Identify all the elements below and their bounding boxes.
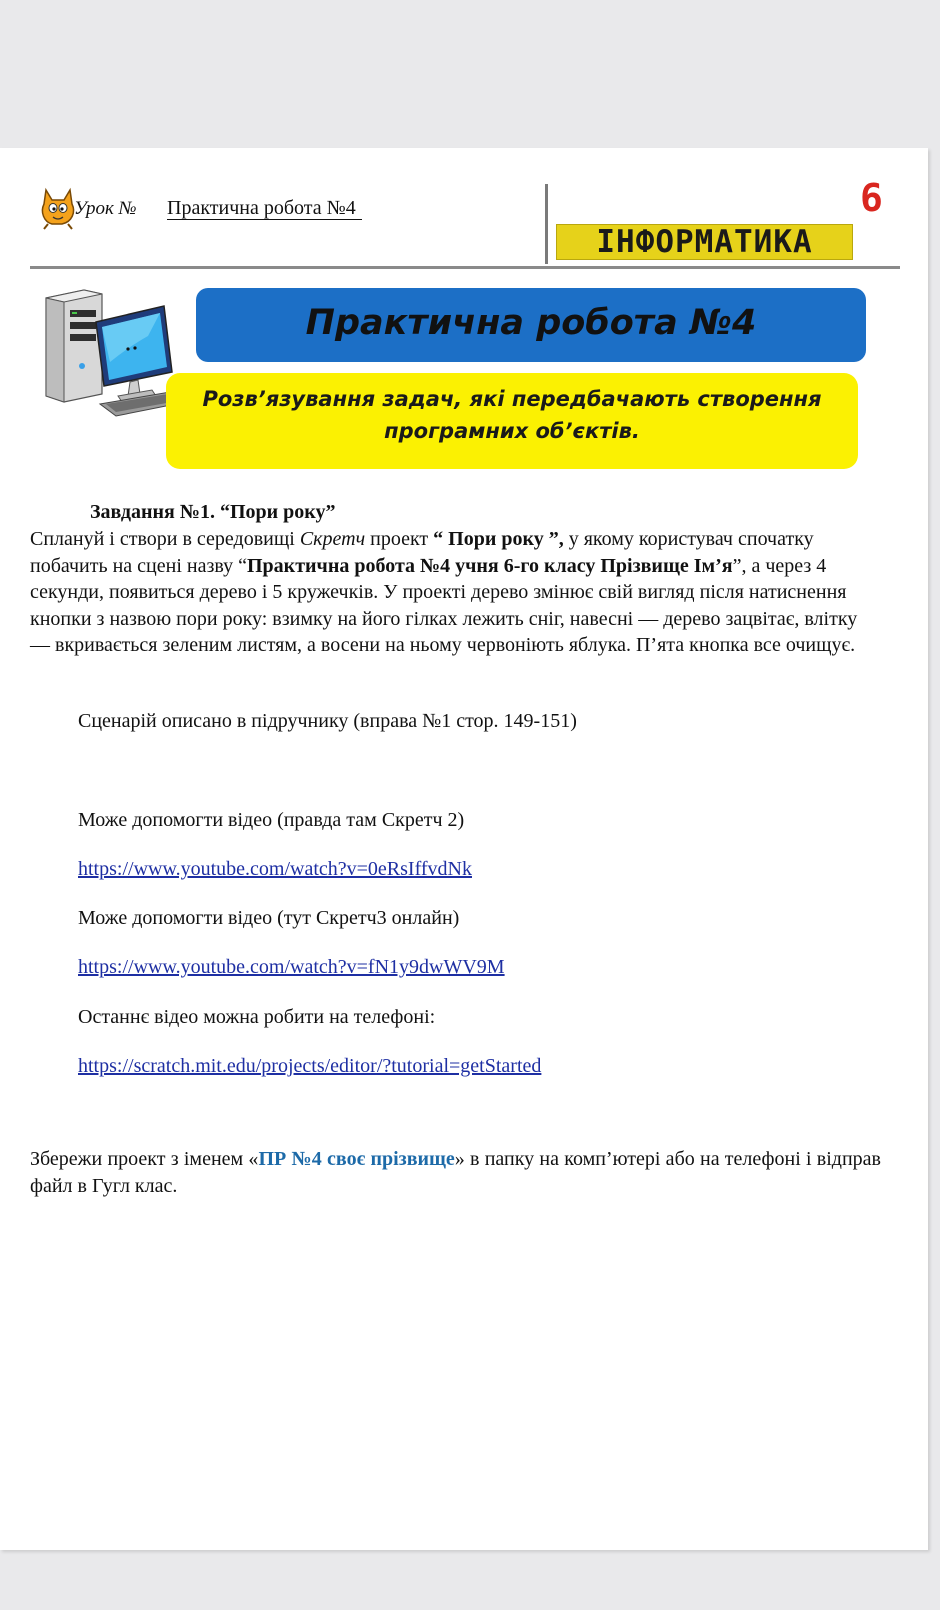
task-text-scratch: Скретч [299, 528, 366, 550]
subject-logo-text: ІНФОРМАТИКА [596, 224, 813, 260]
video-caption-3: Останнє відео можна робити на телефоні: [78, 1006, 436, 1028]
task-text-4: ”, а через 4 секунди, появиться дерево і 5 кружечків. У проекті дерево змінює свій вигляд після натиснення кнопки з назвою пори року: взимку на його гілках лежить сніг, навесні — дерево зацвітає, влітку — вкривається зеленим листям, а восени на ньому червоніють яблука. П’ята кнопка все очищує. [30, 554, 858, 656]
task-text-1: Сплануй і створи в середовищі [30, 528, 300, 550]
title-banner [196, 288, 866, 362]
header-divider-vertical [545, 184, 548, 264]
task-text-3: у якому користувач спочатку побачить на сцені назву “ [30, 528, 814, 577]
video-link-3[interactable]: https://scratch.mit.edu/projects/editor/?tutorial=getStarted [78, 1055, 542, 1077]
subtitle-banner [166, 373, 858, 469]
header-divider-horizontal [30, 266, 900, 269]
scenario-note: Сценарій описано в підручнику (вправа №1 стор. 149-151) [78, 710, 577, 732]
video-link-2[interactable]: https://www.youtube.com/watch?v=fN1y9dwWV9M [78, 956, 505, 978]
document-page [0, 148, 928, 1550]
task-title: Завдання №1. “Пори року” [90, 501, 336, 523]
save-instructions [30, 1146, 881, 1200]
task-text-2: проект [365, 528, 434, 550]
task-scene-title: Практична робота №4 учня 6-го класу Прізвище Ім’я [247, 554, 733, 577]
video-link-1[interactable]: https://www.youtube.com/watch?v=0eRsIffvdNk [78, 858, 472, 880]
video-caption-2: Може допомогти відео (тут Скретч3 онлайн) [78, 907, 460, 929]
save-text-2: » в папку на комп’ютері або на телефоні і відправ файл в Гугл клас. [30, 1148, 881, 1197]
save-text-1: Збережи проект з іменем « [30, 1148, 259, 1170]
grade-number: 6 [860, 176, 883, 220]
save-file-name: ПР №4 своє прізвище [258, 1148, 455, 1170]
subject-logo [556, 224, 853, 260]
task-project-name: “ Пори року ”, [433, 528, 564, 550]
video-caption-1: Може допомогти відео (правда там Скретч 2) [78, 809, 465, 831]
banner-title: Практична робота №4 [305, 303, 757, 343]
lesson-title: Практична робота №4 [167, 197, 362, 220]
banner-subtitle: Розв’язування задач, які передбачають створення програмних об’єктів. [202, 387, 822, 443]
lesson-number-label: Урок № [74, 198, 137, 219]
scratch-cat-icon [38, 186, 78, 230]
task-description [30, 526, 875, 659]
